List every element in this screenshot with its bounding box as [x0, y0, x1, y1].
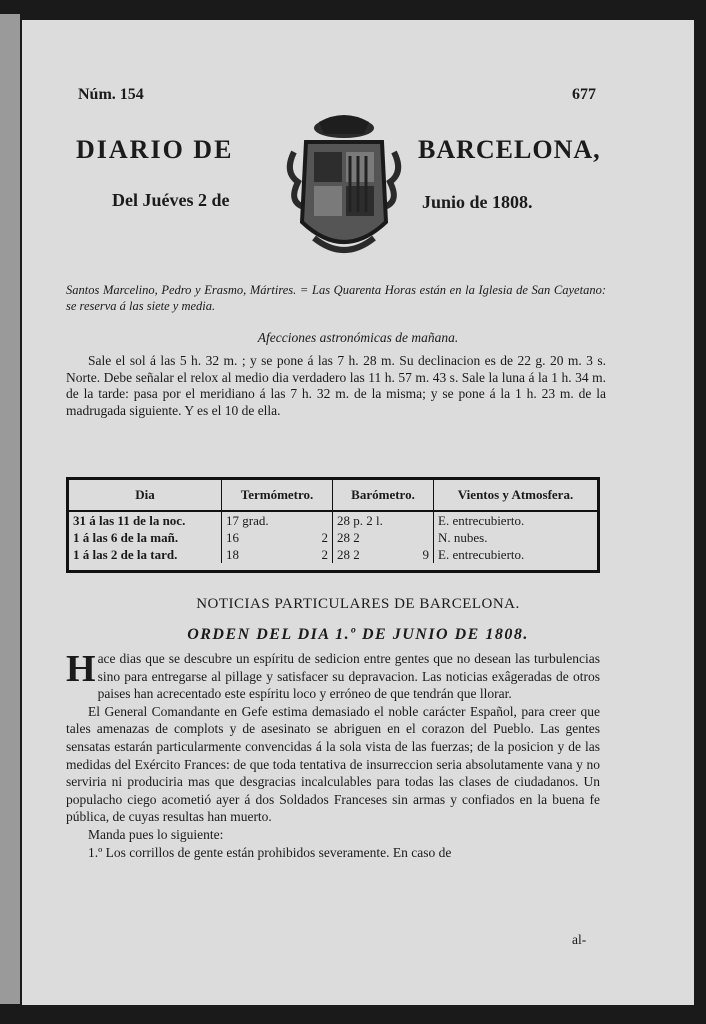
astro-paragraph: Sale el sol á las 5 h. 32 m. ; y se pone á las 7 h. 28 m. Su declinacion es de 22 g. 20 m. 3 s. Norte. Debe señalar el relox al medio dia verdadero las 11 h. 57 m. 43 s. Sale la luna á la 1 h. 34 m. de la tarde: pasa por el meridiano á las 7 h. 32 m. de la misma; y se pone á la 1 h. 23 m. de la madrugada siguiente. Y es el 10 de ella. — [66, 353, 606, 418]
paragraph-1-text: ace dias que se descubre un espíritu de sedicion entre gentes que no desean las turbulencias sino para entregarse al pillage y satisfacer su depravacion. Las noticias exâgeradas de otros paises han acrecentado este espíritu loco y erróneo de que tendrán que llorar. — [97, 651, 600, 702]
coat-of-arms-icon — [274, 112, 414, 272]
page-number: 677 — [572, 86, 596, 103]
newspaper-page — [22, 20, 694, 1005]
order-heading: ORDEN DEL DIA 1.º DE JUNIO DE 1808. — [187, 626, 529, 643]
bar-value: 28 2 — [337, 546, 360, 562]
date-right: Junio de 1808. — [422, 192, 533, 212]
cell-day: 1 á las 6 de la mañ. — [69, 529, 222, 546]
cell-wind: E. entrecubierto. — [438, 512, 525, 528]
table-row — [69, 546, 597, 563]
cell-bar — [333, 546, 434, 563]
cell-wind: E. entrecubierto. — [438, 546, 525, 562]
section-heading: NOTICIAS PARTICULARES DE BARCELONA. — [196, 596, 520, 612]
bar-fraction: 9 — [422, 546, 429, 562]
col-header-barometer: Barómetro. — [333, 480, 434, 511]
cell-wind: N. nubes. — [438, 529, 488, 545]
cell-bar: 28 2 — [333, 529, 434, 546]
date-left: Del Juéves 2 de — [112, 190, 230, 210]
paragraph-4: 1.º Los corrillos de gente están prohibidos severamente. En caso de — [88, 844, 452, 860]
cell-therm: 17 grad. — [222, 511, 333, 529]
cell-therm — [222, 546, 333, 563]
left-page-edge — [0, 14, 20, 1004]
therm-value: 18 — [226, 546, 239, 562]
saints-of-the-day: Santos Marcelino, Pedro y Erasmo, Mártires. = Las Quarenta Horas están en la Iglesia de San Cayetano: se reserva á las siete y media. — [66, 283, 606, 313]
continuation-word: al- — [572, 932, 587, 947]
weather-table — [66, 477, 600, 573]
table-row — [69, 529, 597, 546]
issue-number: Núm. 154 — [78, 86, 144, 103]
therm-fraction: 2 — [321, 546, 328, 562]
col-header-day: Dia — [69, 480, 222, 511]
astro-heading: Afecciones astronómicas de mañana. — [257, 330, 459, 345]
paragraph-2: El General Comandante en Gefe estima demasiado el noble carácter Español, para creer que tales amenazas de complots y de asesinato se abriguen en el corazon del Pueblo. Las gentes sensatas estarán particularmente convencidas á la sola vista de las fuerzas; de la posicion y de las medidas del Exército Frances: de que toda tentativa de insurreccion seria absolutamente vana y no serviria ni produciria mas que desgracias incalculables para todas las clases de ciudadanos. Un populacho ciego acometió ayer á dos Soldados Franceses sin armas y confiados en la buena fe pública, de cuyas resultas han muerto. — [66, 703, 600, 825]
masthead-right: BARCELONA, — [418, 135, 601, 164]
drop-cap: H — [66, 648, 96, 690]
paragraph-3: Manda pues lo siguiente: — [88, 826, 224, 842]
cell-bar: 28 p. 2 l. — [333, 511, 434, 529]
col-header-winds: Vientos y Atmosfera. — [434, 480, 598, 511]
masthead-left: DIARIO DE — [76, 135, 234, 164]
cell-day: 31 á las 11 de la noc. — [69, 511, 222, 529]
article-body — [66, 650, 600, 861]
therm-value: 16 — [226, 529, 239, 545]
cell-therm — [222, 529, 333, 546]
therm-fraction: 2 — [321, 529, 328, 545]
table-row — [69, 511, 597, 529]
cell-day: 1 á las 2 de la tard. — [69, 546, 222, 563]
col-header-thermometer: Termómetro. — [222, 480, 333, 511]
paragraph-1 — [66, 650, 600, 703]
